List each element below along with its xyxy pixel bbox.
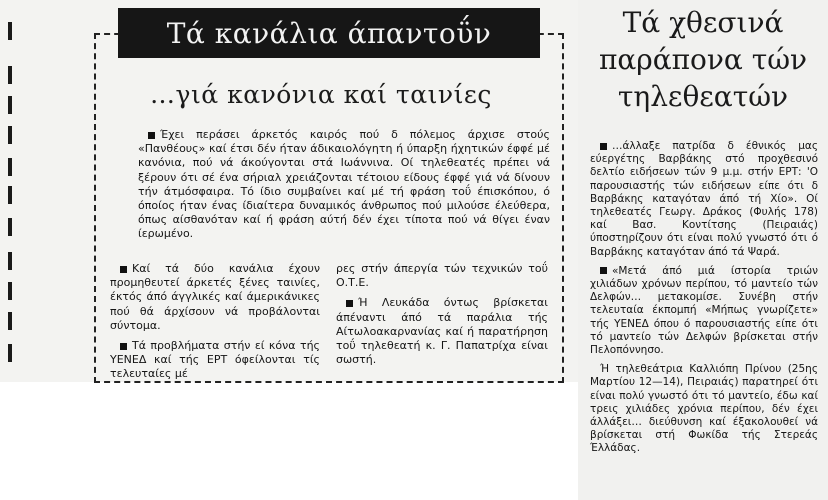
bullet-icon xyxy=(120,343,127,350)
bullet-icon xyxy=(600,143,607,150)
margin-dash xyxy=(8,282,12,300)
margin-dash xyxy=(8,218,12,236)
side-article-body xyxy=(590,140,818,462)
main-article-intro xyxy=(138,128,550,248)
side-article-headline: Τά χθεσινά παράπονα τών τηλεθεατών xyxy=(598,6,808,113)
main-article-column-left xyxy=(110,262,320,388)
article-banner-title: Τά κανάλια άπαντοΰν xyxy=(118,8,540,58)
main-article-column-right xyxy=(336,262,548,373)
bullet-icon xyxy=(148,132,155,139)
paragraph-text: …άλλαξε πατρίδα δ έθνικός μας εύεργέτης Βαρβάκης στό προχθεσινό δελτίο ειδήσεων τών 9 μ.μ. στήν ΕΡΤ: 'Ο παρουσιαστής τών ειδήσεων είπε ότι δ Βαρβάκης καταγόταν άπό τή Χίο». Οί τηλεθεατές Γεωργ. Δράκος (Φυλής 178) καί Βασ. Κοντίτσης (Πειραιάς) ύποστηρίζουν ότι είναι πολύ γνωστό ότι ό Βαρβάκης καταγόταν άπό τά Ψαρά. xyxy=(590,140,818,258)
margin-dash xyxy=(8,252,12,270)
margin-dash xyxy=(8,96,12,114)
margin-dash xyxy=(8,344,12,362)
paragraph-text: ρες στήν άπεργία τών τεχνικών τοΰ Ο.Τ.Ε. xyxy=(336,262,548,290)
paragraph-text: Ή τηλεθεάτρια Καλλιόπη Πρίνου (25ης Μαρτίου 12—14), Πειραιάς) παρατηρεί ότι είναι πολύ γνωστό ότι τό μαντείο, έδω καί τρεις χιλιάδες χρόνια περίπου, δέν έχει άλλάξει… διεύθυνση καί έξακολουθεί νά βρίσκεται στή Φωκίδα τής Στερεάς Έλλάδας. xyxy=(590,363,818,455)
bullet-icon xyxy=(120,266,127,273)
article-subhead: …γιά κανόνια καί ταινίες xyxy=(150,80,492,109)
paragraph-text: Τά προβλήματα στήν εί κόνα τής ΥΕΝΕΔ καί τής ΕΡΤ όφείλονται τίς τελευταίες μέ xyxy=(110,339,320,381)
intro-text: Έχει περάσει άρκετός καιρός πού δ πόλεμος άρχισε στούς «Πανθέους» καί έτσι δέν ήταν άδικαιολόγητη ή ύπαρξη ήχητικών έφφέ μέ κανόνια, πού νά άκούγονται στά Ιωάννινα. Οί τηλεθεατές πρέπει νά ξέρουν ότι σέ ένα σήριαλ χρειάζονται τέτοιου είδους έφφέ γιά νά δίνουν τήν άτμόσφαιρα. Τό ίδιο συμβαίνει καί μέ τή φράση τοΰ έπισκόπου, ό όποίος ήταν ένας ίδιαίτερα δυναμικός άνθρωπος πού μιλούσε έλεύθερα, όπως αίσθανόταν καί ή φράση αύτή δέν έχει τίποτα πού νά θίγει έναν ίερωμένο. xyxy=(138,128,550,241)
paragraph-text: Καί τά δύο κανάλια έχουν προμηθευτεί άρκετές ξένες ταινίες, έκτός άπό άγγλικές καί άμερικάνικες πού θά άρχίσουν νά προβάλονται σύντομα. xyxy=(110,262,320,332)
margin-dash xyxy=(8,186,12,204)
bullet-icon xyxy=(600,267,607,274)
bullet-icon xyxy=(346,300,353,307)
margin-dash xyxy=(8,22,12,40)
margin-dash xyxy=(8,158,12,176)
paragraph-text: «Μετά άπό μιά ίστορία τριών χιλιάδων χρόνων περίπου, τό μαντείο τών Δελφών… μετακομίσε. Συνέβη στήν τελευταία έκπομπή «Μήπως γνωρίζετε» τής ΥΕΝΕΔ όπου ό παρουσιαστής είπε ότι τό μαντείο τών Δελφών βρίσκεται στήν Πελοπόννησο. xyxy=(590,264,818,357)
margin-dash xyxy=(8,66,12,84)
margin-dash xyxy=(8,312,12,330)
paragraph-text: Ή Λευκάδα όντως βρίσκεται άπέναντι άπό τά παράλια τής Αίτωλοακαρνανίας καί ή παρατήρηση τοΰ τηλεθεατή κ. Γ. Παπατρίχα είναι σωστή. xyxy=(336,296,548,367)
margin-dash xyxy=(8,126,12,144)
